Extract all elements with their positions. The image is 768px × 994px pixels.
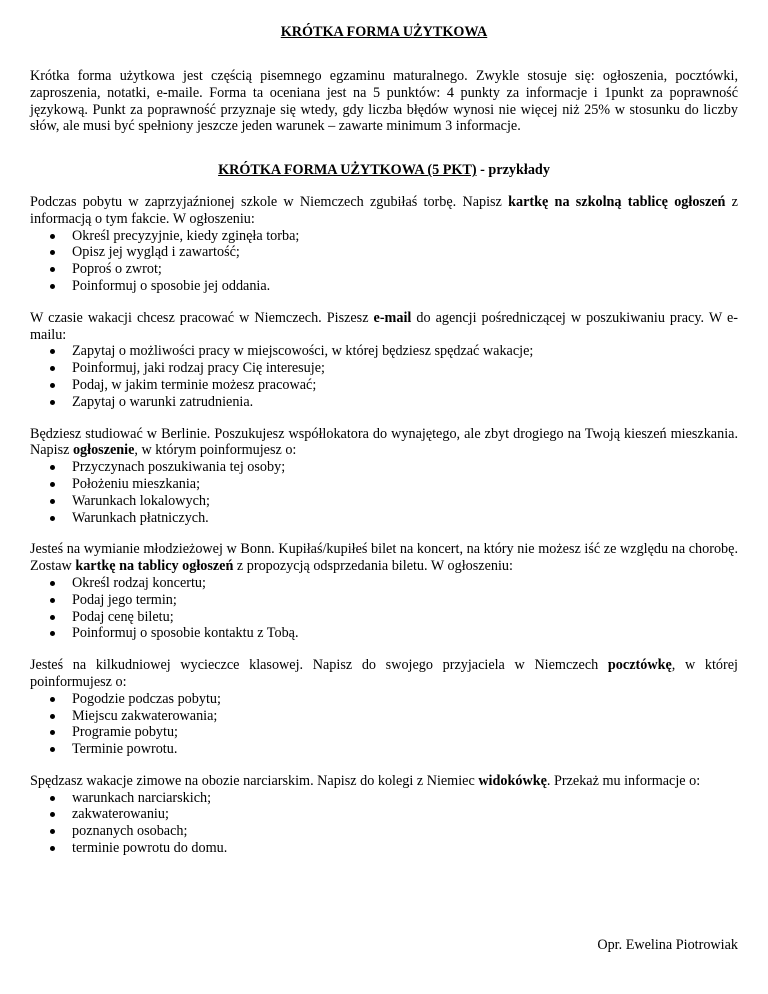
task-instruction — [30, 657, 738, 691]
task-bullet-item: Położeniu mieszkania; — [30, 476, 738, 493]
task-bullet-item: Poproś o zwrot; — [30, 261, 738, 278]
task-form-keyword: kartkę na szkolną tablicę ogłoszeń — [508, 193, 726, 210]
task-bullet-item: terminie powrotu do domu. — [30, 840, 738, 857]
examples-heading — [30, 162, 738, 179]
task-text: W czasie wakacji chcesz pracować w Niemczech. Piszesz — [30, 309, 374, 326]
task-text: . Przekaż mu informacje o: — [546, 772, 701, 789]
task-bullet-list — [30, 343, 738, 410]
task-block — [30, 426, 738, 527]
task-list — [30, 194, 738, 857]
task-bullet-item: Określ precyzyjnie, kiedy zginęła torba; — [30, 228, 738, 245]
task-text: z informacją o tym fakcie. W ogłoszeniu: — [30, 193, 738, 227]
task-bullet-item: Poinformuj o sposobie jej oddania. — [30, 278, 738, 295]
task-block — [30, 541, 738, 642]
task-text: Podczas pobytu w zaprzyjaźnionej szkole w Niemczech zgubiłaś torbę. Napisz — [30, 193, 509, 210]
task-bullet-item: Programie pobytu; — [30, 724, 738, 741]
document-page — [30, 24, 738, 953]
task-block — [30, 310, 738, 411]
task-bullet-item: zakwaterowaniu; — [30, 806, 738, 823]
task-bullet-item: Poinformuj, jaki rodzaj pracy Cię interesuje; — [30, 360, 738, 377]
task-form-keyword: pocztówkę — [607, 657, 672, 674]
task-bullet-item: Zapytaj o warunki zatrudnienia. — [30, 394, 738, 411]
task-form-keyword: e-mail — [373, 309, 412, 326]
author-signature: Opr. Ewelina Piotrowiak — [597, 937, 738, 953]
task-bullet-item: Warunkach lokalowych; — [30, 493, 738, 510]
task-text: Spędzasz wakacje zimowe na obozie narciarskim. Napisz do kolegi z Niemiec — [30, 772, 479, 789]
task-instruction — [30, 426, 738, 460]
task-instruction — [30, 773, 738, 790]
task-bullet-item: Terminie powrotu. — [30, 741, 738, 758]
task-instruction — [30, 310, 738, 344]
task-form-keyword: widokówkę — [478, 772, 547, 789]
task-block — [30, 194, 738, 295]
task-instruction — [30, 541, 738, 575]
intro-paragraph: Krótka forma użytkowa jest częścią pisemnego egzaminu maturalnego. Zwykle stosuje się: ogłoszenia, pocztówki, zaproszenia, notatki, e-maile. Forma ta oceniana jest na 5 punktów: 4 punkty za informacje i 1punkt za poprawność językową. Punkt za poprawność przyznaje się wtedy, gdy liczba błędów wynosi nie więcej niż 25% w stosunku do liczby słów, ale musi być spełniony jeszcze jeden warunek – zawarte minimum 3 informacje. — [30, 68, 738, 135]
task-text: Jesteś na wymianie młodzieżowej w Bonn. Kupiłaś/kupiłeś bilet na koncert, na który nie możesz iść ze względu na chorobę. Zostaw — [30, 541, 738, 575]
task-bullet-item: Podaj cenę biletu; — [30, 609, 738, 626]
task-block — [30, 657, 738, 758]
task-bullet-item: Określ rodzaj koncertu; — [30, 575, 738, 592]
task-bullet-item: warunkach narciarskich; — [30, 790, 738, 807]
task-block — [30, 773, 738, 857]
task-text: Będziesz studiować w Berlinie. Poszukujesz współlokatora do wynajętego, ale zbyt drogiego na Twoją kieszeń mieszkania. Napisz — [30, 425, 738, 459]
task-text: z propozycją odsprzedania biletu. W ogłoszeniu: — [233, 558, 513, 575]
task-bullet-item: Zapytaj o możliwości pracy w miejscowości, w której będziesz spędzać wakacje; — [30, 343, 738, 360]
task-bullet-item: Podaj, w jakim terminie możesz pracować; — [30, 377, 738, 394]
document-title: KRÓTKA FORMA UŻYTKOWA — [280, 24, 488, 40]
task-bullet-item: Poinformuj o sposobie kontaktu z Tobą. — [30, 625, 738, 642]
task-instruction — [30, 194, 738, 228]
task-bullet-list — [30, 691, 738, 758]
task-text: , w której poinformujesz o: — [30, 657, 738, 690]
task-bullet-item: Pogodzie podczas pobytu; — [30, 691, 738, 708]
task-bullet-item: Podaj jego termin; — [30, 592, 738, 609]
task-bullet-item: Warunkach płatniczych. — [30, 510, 738, 527]
task-bullet-list — [30, 228, 738, 295]
examples-heading-main: KRÓTKA FORMA UŻYTKOWA (5 PKT) — [218, 162, 477, 179]
task-bullet-list — [30, 459, 738, 526]
examples-heading-suffix: - przykłady — [476, 162, 550, 179]
task-bullet-item: poznanych osobach; — [30, 823, 738, 840]
task-form-keyword: ogłoszenie — [72, 442, 135, 459]
task-form-keyword: kartkę na tablicy ogłoszeń — [75, 558, 234, 575]
task-bullet-item: Miejscu zakwaterowania; — [30, 708, 738, 725]
task-text: do agencji pośredniczącej w poszukiwaniu pracy. W e-mailu: — [30, 309, 738, 343]
task-bullet-item: Przyczynach poszukiwania tej osoby; — [30, 459, 738, 476]
task-text: Jesteś na kilkudniowej wycieczce klasowej. Napisz do swojego przyjaciela w Niemczech — [30, 657, 608, 674]
task-text: , w którym poinformujesz o: — [134, 442, 297, 459]
task-bullet-list — [30, 790, 738, 857]
task-bullet-list — [30, 575, 738, 642]
task-bullet-item: Opisz jej wygląd i zawartość; — [30, 244, 738, 261]
